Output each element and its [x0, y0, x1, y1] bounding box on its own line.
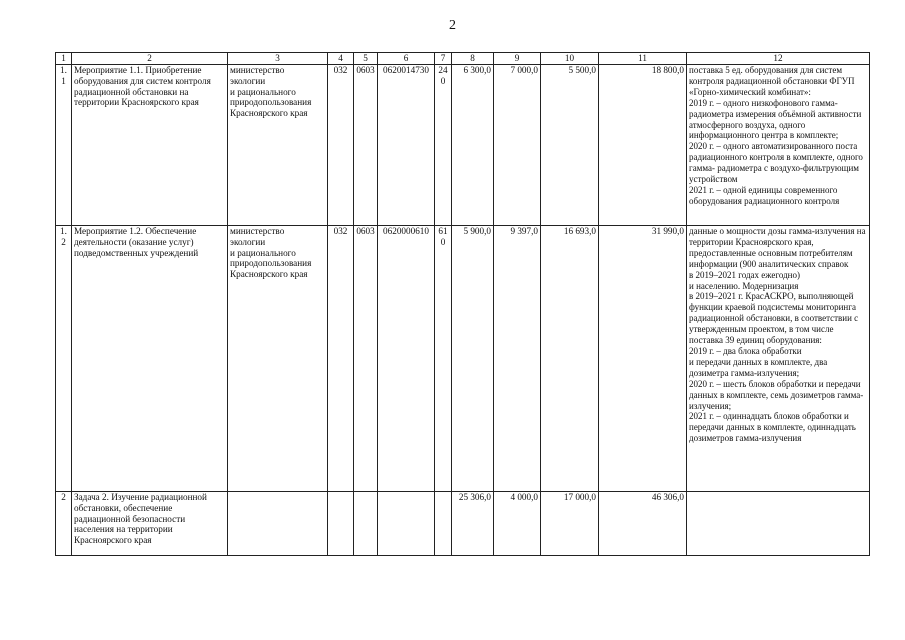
page-number: 2	[449, 18, 456, 33]
rzpr-code: 0603	[354, 65, 378, 226]
csr-code: 0620014730	[378, 65, 435, 226]
program-activities-table	[55, 52, 870, 556]
table-row	[56, 492, 870, 556]
amount-2020: 7 000,0	[494, 65, 541, 226]
column-header: 11	[599, 53, 687, 65]
grbs-code	[328, 492, 354, 556]
expected-result: поставка 5 ед. оборудования для систем контроля радиационной обстановки ФГУП «Горно-химический комбинат»: 2019 г. – одного низкофонового гамма-радиометра измерения объёмной активности атмосферного воздуха, одного информационного центра в комплекте; 2020 г. – одного автоматизированного поста радиационного контроля в комплекте, одного гамма- радиометра с воздухо-фильтрующим устройством 2021 г. – одной единицы современного оборудования радиационного контроля	[687, 65, 870, 226]
column-header: 4	[328, 53, 354, 65]
executor: министерство экологии и рационального природопользования Красноярского края	[228, 226, 328, 492]
activity-name: Мероприятие 1.2. Обеспечение деятельности (оказание услуг) подведомственных учреждений	[72, 226, 228, 492]
amount-2020: 4 000,0	[494, 492, 541, 556]
amount-2019: 6 300,0	[452, 65, 494, 226]
amount-total: 31 990,0	[599, 226, 687, 492]
task-name: Задача 2. Изучение радиационной обстановки, обеспечение радиационной безопасности населения на территории Красноярского края	[72, 492, 228, 556]
amount-2021: 5 500,0	[541, 65, 599, 226]
amount-total: 18 800,0	[599, 65, 687, 226]
rzpr-code	[354, 492, 378, 556]
amount-2019: 5 900,0	[452, 226, 494, 492]
executor	[228, 492, 328, 556]
row-number: 1.1	[56, 65, 72, 226]
amount-total: 46 306,0	[599, 492, 687, 556]
expected-result	[687, 492, 870, 556]
column-header: 10	[541, 53, 599, 65]
amount-2021: 17 000,0	[541, 492, 599, 556]
csr-code	[378, 492, 435, 556]
row-number: 1.2	[56, 226, 72, 492]
column-header: 12	[687, 53, 870, 65]
column-header: 2	[72, 53, 228, 65]
amount-2019: 25 306,0	[452, 492, 494, 556]
table-row	[56, 226, 870, 492]
executor: министерство экологии и рационального природопользования Красноярского края	[228, 65, 328, 226]
column-header: 6	[378, 53, 435, 65]
expected-result: данные о мощности дозы гамма-излучения на территории Красноярского края, предоставленные основным потребителям информации (900 аналитических справок в 2019–2021 годах ежегодно) и населению. Модернизация в 2019–2021 г. КрасАСКРО, выполняющей функции краевой подсистемы мониторинга радиационной обстановки, в соответствии с утвержденным проектом, в том числе поставка 39 единиц оборудования: 2019 г. – два блока обработки и передачи данных в комплекте, два дозиметра гамма-излучения; 2020 г. – шесть блоков обработки и передачи данных в комплекте, семь дозиметров гамма-излучения; 2021 г. – одиннадцать блоков обработки и передачи данных в комплекте, одиннадцать дозиметров гамма-излучения	[687, 226, 870, 492]
activity-name: Мероприятие 1.1. Приобретение оборудования для систем контроля радиационной обстановки на территории Красноярского края	[72, 65, 228, 226]
grbs-code: 032	[328, 65, 354, 226]
column-header: 5	[354, 53, 378, 65]
column-header: 3	[228, 53, 328, 65]
column-header: 1	[56, 53, 72, 65]
amount-2021: 16 693,0	[541, 226, 599, 492]
column-header: 9	[494, 53, 541, 65]
column-header: 7	[435, 53, 452, 65]
vr-code: 610	[435, 226, 452, 492]
column-header: 8	[452, 53, 494, 65]
row-number: 2	[56, 492, 72, 556]
amount-2020: 9 397,0	[494, 226, 541, 492]
vr-code	[435, 492, 452, 556]
vr-code: 240	[435, 65, 452, 226]
grbs-code: 032	[328, 226, 354, 492]
csr-code: 0620000610	[378, 226, 435, 492]
table-row	[56, 65, 870, 226]
rzpr-code: 0603	[354, 226, 378, 492]
column-number-row	[56, 53, 870, 65]
